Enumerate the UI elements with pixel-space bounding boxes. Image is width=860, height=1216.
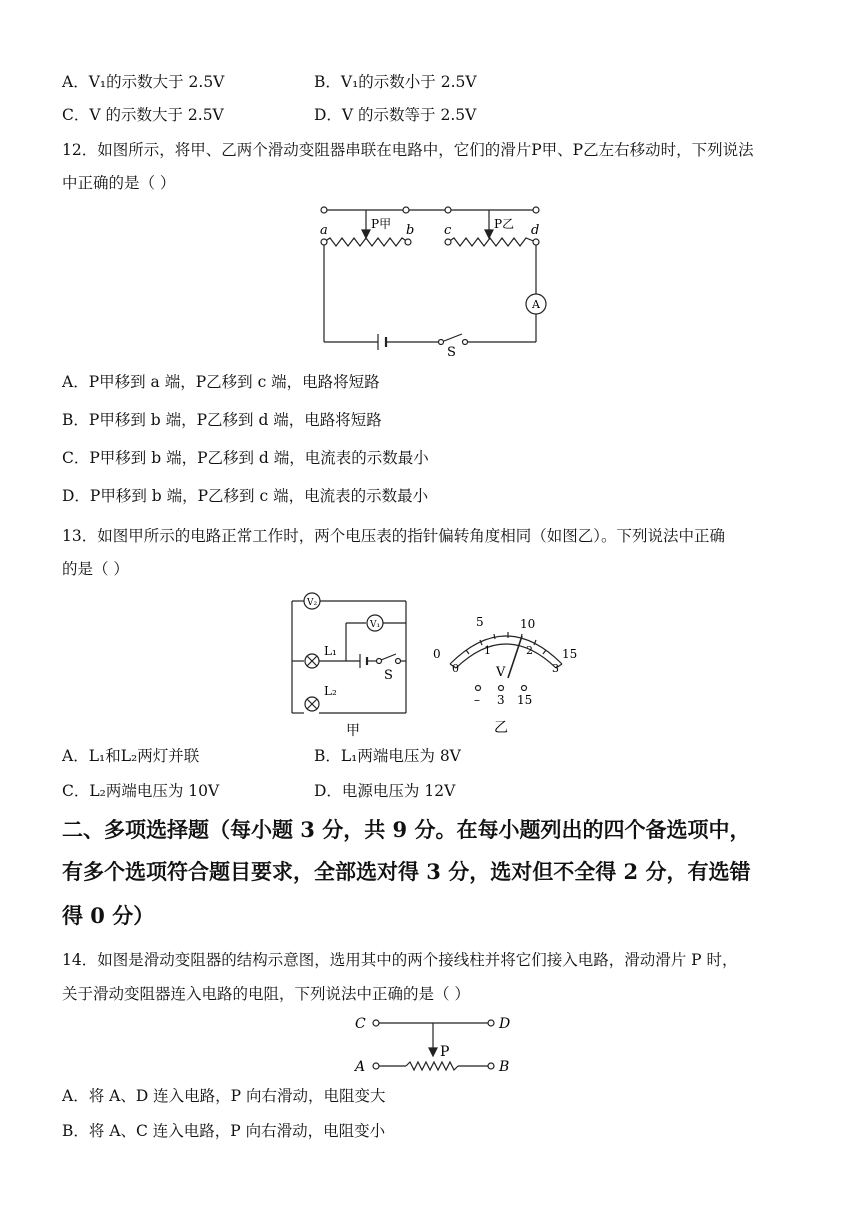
q13-stem-line1: 13．如图甲所示的电路正常工作时，两个电压表的指针偏转角度相同（如图乙）。下列说法中正确 (62, 527, 725, 545)
q11-option-b: B．V₁的示数小于 2.5V (314, 73, 477, 91)
q12-label-b: b (406, 223, 415, 238)
q12-option-b: B．P甲移到 b 端，P乙移到 d 端，电路将短路 (62, 411, 382, 429)
q14-stem-line2: 关于滑动变阻器连入电路的电阻，下列说法中正确的是（ ） (62, 985, 470, 1003)
q12-switch-label: S (447, 345, 456, 358)
q13-scale-bottom-0: 0 (452, 662, 459, 675)
q14-label-d: D (499, 1016, 511, 1032)
q14-option-b: B．将 A、C 连入电路，P 向右滑动，电阻变小 (62, 1122, 386, 1140)
q13-v1-label: V₁ (370, 620, 381, 630)
q13-l1-label: L₁ (324, 644, 337, 658)
q12-label-c: c (444, 223, 452, 238)
q13-scale-bottom-1: 1 (484, 644, 491, 657)
section2-heading-line3: 得 0 分） (62, 903, 155, 928)
q13-option-c: C．L₂两端电压为 10V (62, 782, 220, 800)
q13-option-d: D．电源电压为 12V (314, 782, 456, 800)
q13-circuit-figure (280, 588, 420, 738)
q12-circuit-figure (310, 198, 555, 358)
q13-terminal-15: 15 (517, 693, 533, 707)
q11-option-c: C．V 的示数大于 2.5V (62, 106, 224, 124)
q12-option-c: C．P甲移到 b 端，P乙移到 d 端，电流表的示数最小 (62, 449, 429, 467)
section2-heading-line1: 二、多项选择题（每小题 3 分，共 9 分。在每小题列出的四个备选项中， (62, 817, 751, 842)
q13-scale-bottom-3: 3 (552, 662, 559, 675)
q14-label-a: A (355, 1059, 366, 1075)
q11-option-d: D．V 的示数等于 2.5V (314, 106, 477, 124)
q13-v2-label: V₂ (307, 598, 318, 608)
q13-scale-top-0: 0 (433, 647, 441, 661)
q13-option-a: A．L₁和L₂两灯并联 (62, 747, 200, 765)
q13-scale-top-5: 5 (476, 615, 484, 629)
q12-stem-line1: 12．如图所示，将甲、乙两个滑动变阻器串联在电路中，它们的滑片P甲、P乙左右移动时，下列说法 (62, 141, 754, 159)
q12-ammeter-label: A (532, 298, 540, 311)
q13-terminal-3: 3 (497, 693, 505, 707)
q13-terminal-minus: – (474, 693, 480, 707)
q12-slider-p-jia: P甲 (371, 217, 392, 231)
q14-label-p: P (440, 1044, 450, 1060)
q11-option-a: A．V₁的示数大于 2.5V (62, 73, 225, 91)
section2-heading-line2: 有多个选项符合题目要求，全部选对得 3 分，选对但不全得 2 分，有选错 (62, 859, 751, 884)
q13-stem-line2: 的是（ ） (62, 560, 129, 578)
q14-option-a: A．将 A、D 连入电路，P 向右滑动，电阻变大 (62, 1087, 386, 1105)
q12-stem-line2: 中正确的是（ ） (62, 174, 176, 192)
q13-l2-label: L₂ (324, 684, 337, 698)
q12-label-a: a (320, 223, 328, 238)
q13-scale-top-10: 10 (520, 617, 536, 631)
q13-meter-unit: V (496, 665, 506, 680)
q13-caption-jia: 甲 (346, 723, 360, 738)
q12-label-d: d (531, 223, 540, 238)
q14-label-c: C (355, 1016, 366, 1032)
q12-slider-p-yi: P乙 (494, 217, 515, 231)
q13-scale-bottom-2: 2 (526, 644, 533, 657)
q13-scale-top-15: 15 (562, 647, 578, 661)
q14-rheostat-figure (348, 1010, 523, 1076)
q13-option-b: B．L₁两端电压为 8V (314, 747, 461, 765)
q13-switch-label: S (384, 668, 393, 683)
q14-label-b: B (499, 1059, 510, 1075)
q13-caption-yi: 乙 (494, 720, 508, 734)
q12-option-d: D．P甲移到 b 端，P乙移到 c 端，电流表的示数最小 (62, 487, 429, 505)
q13-voltmeter-figure (428, 606, 588, 734)
q12-option-a: A．P甲移到 a 端，P乙移到 c 端，电路将短路 (62, 373, 380, 391)
q14-stem-line1: 14．如图是滑动变阻器的结构示意图，选用其中的两个接线柱并将它们接入电路，滑动滑片 P 时， (62, 951, 738, 969)
